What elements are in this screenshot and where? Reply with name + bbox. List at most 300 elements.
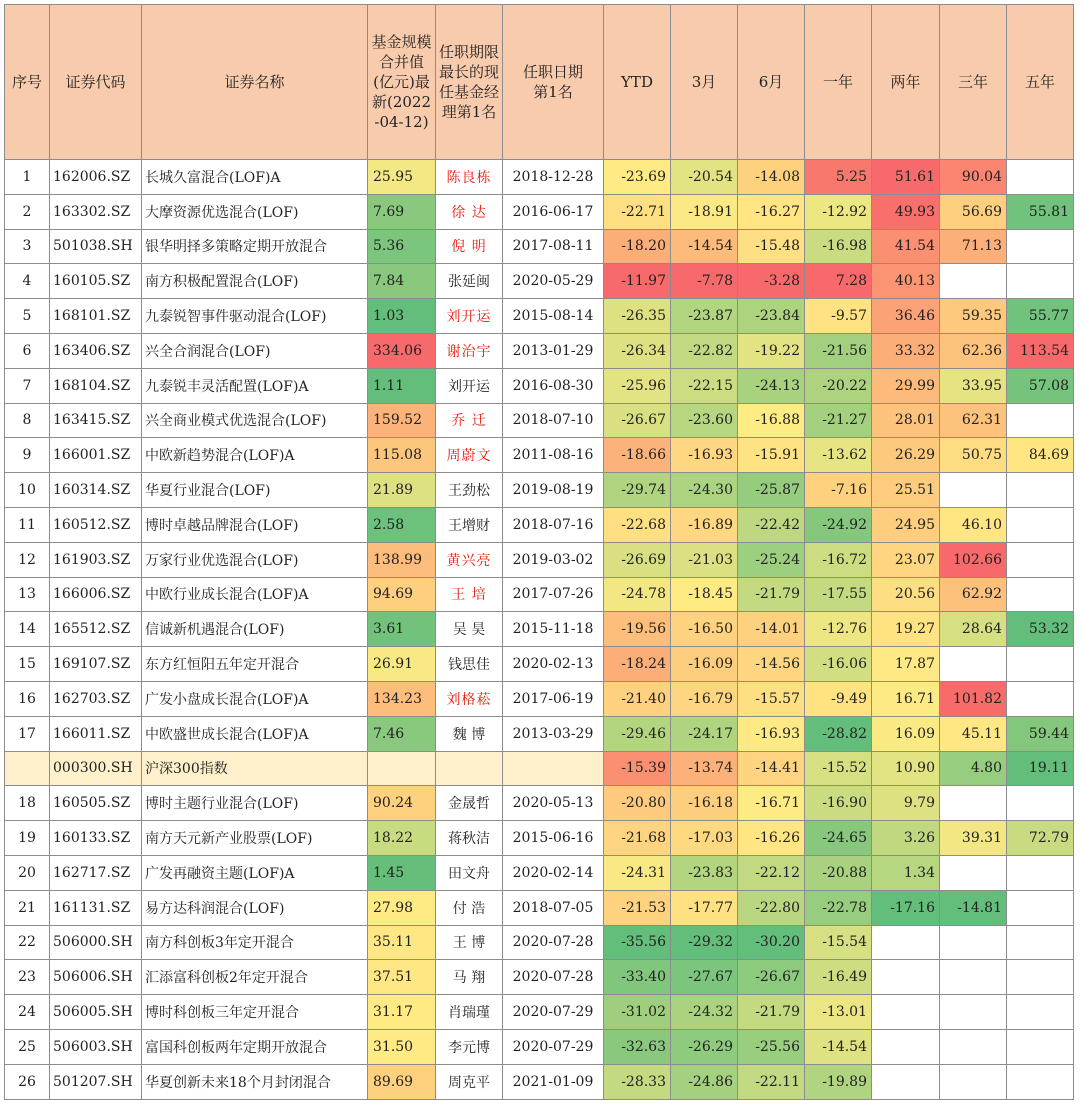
return-6m-cell: -22.11 — [738, 1064, 805, 1099]
return-2y-cell: 26.29 — [872, 438, 940, 473]
return-1y-cell: -24.92 — [805, 507, 872, 542]
header-cell: 任职日期第1名 — [503, 5, 604, 160]
header-cell: 三年 — [940, 5, 1007, 160]
table-row — [5, 403, 1074, 438]
return-ytd-cell: -19.56 — [604, 612, 671, 647]
return-6m-cell: -15.57 — [738, 681, 805, 716]
security-code-cell: 506003.SH — [50, 1029, 142, 1064]
return-3m-cell: -16.93 — [671, 438, 738, 473]
start-date-cell: 2011-08-16 — [503, 438, 604, 473]
return-1y-cell: -9.57 — [805, 299, 872, 334]
row-number-cell: 7 — [5, 368, 50, 403]
return-1y-cell: -12.92 — [805, 194, 872, 229]
security-name-cell: 沪深300指数 — [142, 751, 368, 786]
fund-scale-cell: 31.17 — [368, 995, 436, 1030]
row-number-cell: 5 — [5, 299, 50, 334]
header-cell: 3月 — [671, 5, 738, 160]
return-6m-cell: -16.26 — [738, 821, 805, 856]
return-6m-cell: -14.01 — [738, 612, 805, 647]
fund-scale-cell: 1.11 — [368, 368, 436, 403]
row-number-cell: 6 — [5, 333, 50, 368]
start-date-cell: 2020-05-13 — [503, 786, 604, 821]
return-3m-cell: -7.78 — [671, 264, 738, 299]
return-5y-cell: 113.54 — [1007, 333, 1074, 368]
manager-name-cell: 王增财 — [436, 507, 503, 542]
start-date-cell: 2015-08-14 — [503, 299, 604, 334]
return-ytd-cell: -26.34 — [604, 333, 671, 368]
start-date-cell: 2017-08-11 — [503, 229, 604, 264]
security-code-cell: 165512.SZ — [50, 612, 142, 647]
return-ytd-cell: -22.68 — [604, 507, 671, 542]
return-1y-cell: 5.25 — [805, 160, 872, 195]
return-3y-cell: 39.31 — [940, 821, 1007, 856]
start-date-cell: 2013-03-29 — [503, 716, 604, 751]
table-row — [5, 681, 1074, 716]
return-2y-cell: -17.16 — [872, 890, 940, 925]
table-row — [5, 960, 1074, 995]
header-row — [5, 5, 1074, 160]
table-row — [5, 577, 1074, 612]
fund-scale-cell: 5.36 — [368, 229, 436, 264]
return-3m-cell: -21.03 — [671, 542, 738, 577]
manager-name-cell: 付 浩 — [436, 890, 503, 925]
return-5y-cell — [1007, 925, 1074, 960]
table-row — [5, 473, 1074, 508]
table-row — [5, 925, 1074, 960]
return-ytd-cell: -18.20 — [604, 229, 671, 264]
return-5y-cell — [1007, 890, 1074, 925]
header-cell: 一年 — [805, 5, 872, 160]
return-6m-cell: -15.48 — [738, 229, 805, 264]
return-ytd-cell: -20.80 — [604, 786, 671, 821]
return-6m-cell: -21.79 — [738, 577, 805, 612]
return-ytd-cell: -22.71 — [604, 194, 671, 229]
return-5y-cell — [1007, 229, 1074, 264]
return-3y-cell — [940, 960, 1007, 995]
return-3m-cell: -24.32 — [671, 995, 738, 1030]
return-3m-cell: -24.17 — [671, 716, 738, 751]
fund-scale-cell — [368, 751, 436, 786]
security-code-cell: 000300.SH — [50, 751, 142, 786]
return-6m-cell: -14.41 — [738, 751, 805, 786]
security-code-cell: 161131.SZ — [50, 890, 142, 925]
return-2y-cell: 16.71 — [872, 681, 940, 716]
table-row — [5, 786, 1074, 821]
fund-scale-cell: 1.45 — [368, 855, 436, 890]
security-code-cell: 166006.SZ — [50, 577, 142, 612]
return-1y-cell: -16.49 — [805, 960, 872, 995]
security-code-cell: 160505.SZ — [50, 786, 142, 821]
fund-scale-cell: 159.52 — [368, 403, 436, 438]
return-3y-cell — [940, 647, 1007, 682]
return-3y-cell: 56.69 — [940, 194, 1007, 229]
table-row — [5, 194, 1074, 229]
return-2y-cell: 23.07 — [872, 542, 940, 577]
return-3m-cell: -16.89 — [671, 507, 738, 542]
return-6m-cell: -25.56 — [738, 1029, 805, 1064]
return-ytd-cell: -23.69 — [604, 160, 671, 195]
return-6m-cell: -16.27 — [738, 194, 805, 229]
return-2y-cell: 25.51 — [872, 473, 940, 508]
fund-scale-cell: 334.06 — [368, 333, 436, 368]
return-5y-cell — [1007, 995, 1074, 1030]
security-name-cell: 九泰锐丰灵活配置(LOF)A — [142, 368, 368, 403]
return-ytd-cell: -26.69 — [604, 542, 671, 577]
table-row — [5, 716, 1074, 751]
security-name-cell: 大摩资源优选混合(LOF) — [142, 194, 368, 229]
table-row — [5, 507, 1074, 542]
return-5y-cell — [1007, 1064, 1074, 1099]
manager-name-cell: 金晟哲 — [436, 786, 503, 821]
return-1y-cell: -28.82 — [805, 716, 872, 751]
return-1y-cell: -7.16 — [805, 473, 872, 508]
row-number-cell: 1 — [5, 160, 50, 195]
table-row — [5, 1029, 1074, 1064]
manager-name-cell: 肖瑞瑾 — [436, 995, 503, 1030]
return-6m-cell: -30.20 — [738, 925, 805, 960]
return-5y-cell: 53.32 — [1007, 612, 1074, 647]
return-2y-cell: 19.27 — [872, 612, 940, 647]
return-2y-cell: 28.01 — [872, 403, 940, 438]
return-ytd-cell: -28.33 — [604, 1064, 671, 1099]
return-3y-cell — [940, 1029, 1007, 1064]
return-5y-cell — [1007, 542, 1074, 577]
start-date-cell: 2015-06-16 — [503, 821, 604, 856]
return-2y-cell: 16.09 — [872, 716, 940, 751]
manager-name-cell: 王劲松 — [436, 473, 503, 508]
security-name-cell: 东方红恒阳五年定开混合 — [142, 647, 368, 682]
table-row — [5, 542, 1074, 577]
security-name-cell: 博时主题行业混合(LOF) — [142, 786, 368, 821]
manager-name-cell: 钱思佳 — [436, 647, 503, 682]
return-3y-cell: 45.11 — [940, 716, 1007, 751]
return-5y-cell — [1007, 960, 1074, 995]
return-3m-cell: -22.15 — [671, 368, 738, 403]
return-1y-cell: -21.27 — [805, 403, 872, 438]
return-2y-cell: 20.56 — [872, 577, 940, 612]
row-number-cell: 3 — [5, 229, 50, 264]
return-3y-cell — [940, 995, 1007, 1030]
security-code-cell: 163302.SZ — [50, 194, 142, 229]
return-ytd-cell: -29.74 — [604, 473, 671, 508]
return-ytd-cell: -31.02 — [604, 995, 671, 1030]
row-number-cell: 20 — [5, 855, 50, 890]
table-row — [5, 299, 1074, 334]
return-1y-cell: -16.06 — [805, 647, 872, 682]
manager-name-cell — [436, 751, 503, 786]
table-row — [5, 1064, 1074, 1099]
return-3y-cell: 59.35 — [940, 299, 1007, 334]
return-1y-cell: -16.90 — [805, 786, 872, 821]
return-ytd-cell: -32.63 — [604, 1029, 671, 1064]
security-name-cell: 广发小盘成长混合(LOF)A — [142, 681, 368, 716]
table-row — [5, 890, 1074, 925]
return-3m-cell: -24.86 — [671, 1064, 738, 1099]
start-date-cell: 2019-08-19 — [503, 473, 604, 508]
security-name-cell: 南方积极配置混合(LOF) — [142, 264, 368, 299]
return-2y-cell — [872, 1029, 940, 1064]
start-date-cell: 2016-06-17 — [503, 194, 604, 229]
start-date-cell: 2018-07-05 — [503, 890, 604, 925]
fund-scale-cell: 7.46 — [368, 716, 436, 751]
return-5y-cell — [1007, 1029, 1074, 1064]
security-name-cell: 富国科创板两年定期开放混合 — [142, 1029, 368, 1064]
return-5y-cell: 19.11 — [1007, 751, 1074, 786]
return-5y-cell: 55.77 — [1007, 299, 1074, 334]
security-code-cell: 162006.SZ — [50, 160, 142, 195]
return-1y-cell: -24.65 — [805, 821, 872, 856]
return-3y-cell: 50.75 — [940, 438, 1007, 473]
start-date-cell: 2015-11-18 — [503, 612, 604, 647]
return-5y-cell — [1007, 507, 1074, 542]
row-number-cell: 17 — [5, 716, 50, 751]
fund-scale-cell: 35.11 — [368, 925, 436, 960]
security-name-cell: 易方达科润混合(LOF) — [142, 890, 368, 925]
security-name-cell: 兴全合润混合(LOF) — [142, 333, 368, 368]
return-3m-cell: -18.91 — [671, 194, 738, 229]
return-6m-cell: -16.93 — [738, 716, 805, 751]
return-2y-cell: 29.99 — [872, 368, 940, 403]
return-3y-cell: 71.13 — [940, 229, 1007, 264]
security-name-cell: 银华明择多策略定期开放混合 — [142, 229, 368, 264]
return-ytd-cell: -18.66 — [604, 438, 671, 473]
return-6m-cell: -25.87 — [738, 473, 805, 508]
return-1y-cell: -9.49 — [805, 681, 872, 716]
return-6m-cell: -25.24 — [738, 542, 805, 577]
return-1y-cell: -19.89 — [805, 1064, 872, 1099]
fund-scale-cell: 1.03 — [368, 299, 436, 334]
return-2y-cell — [872, 960, 940, 995]
return-6m-cell: -22.80 — [738, 890, 805, 925]
return-6m-cell: -3.28 — [738, 264, 805, 299]
security-name-cell: 华夏创新未来18个月封闭混合 — [142, 1064, 368, 1099]
return-2y-cell: 10.90 — [872, 751, 940, 786]
header-cell: 序号 — [5, 5, 50, 160]
return-3y-cell — [940, 473, 1007, 508]
header-cell: 任职期限最长的现任基金经理第1名 — [436, 5, 503, 160]
manager-name-cell: 李元博 — [436, 1029, 503, 1064]
table-row — [5, 264, 1074, 299]
manager-name-cell: 乔 迁 — [436, 403, 503, 438]
manager-name-cell: 张延闽 — [436, 264, 503, 299]
benchmark-row — [5, 751, 1074, 786]
fund-scale-cell: 31.50 — [368, 1029, 436, 1064]
security-name-cell: 博时科创板三年定开混合 — [142, 995, 368, 1030]
manager-name-cell: 周克平 — [436, 1064, 503, 1099]
manager-name-cell: 田文舟 — [436, 855, 503, 890]
return-5y-cell: 72.79 — [1007, 821, 1074, 856]
return-ytd-cell: -26.35 — [604, 299, 671, 334]
security-name-cell: 中欧盛世成长混合(LOF)A — [142, 716, 368, 751]
return-1y-cell: -15.52 — [805, 751, 872, 786]
start-date-cell: 2020-07-28 — [503, 960, 604, 995]
return-2y-cell: 1.34 — [872, 855, 940, 890]
row-number-cell — [5, 751, 50, 786]
manager-name-cell: 王 培 — [436, 577, 503, 612]
return-ytd-cell: -18.24 — [604, 647, 671, 682]
row-number-cell: 16 — [5, 681, 50, 716]
return-3y-cell — [940, 264, 1007, 299]
return-5y-cell — [1007, 647, 1074, 682]
row-number-cell: 15 — [5, 647, 50, 682]
return-6m-cell: -19.22 — [738, 333, 805, 368]
return-3y-cell: 62.36 — [940, 333, 1007, 368]
return-5y-cell: 57.08 — [1007, 368, 1074, 403]
manager-name-cell: 倪 明 — [436, 229, 503, 264]
return-ytd-cell: -21.40 — [604, 681, 671, 716]
return-3y-cell: 28.64 — [940, 612, 1007, 647]
return-6m-cell: -23.84 — [738, 299, 805, 334]
start-date-cell — [503, 751, 604, 786]
row-number-cell: 9 — [5, 438, 50, 473]
manager-name-cell: 刘开运 — [436, 299, 503, 334]
return-3m-cell: -13.74 — [671, 751, 738, 786]
security-name-cell: 南方科创板3年定开混合 — [142, 925, 368, 960]
return-1y-cell: -21.56 — [805, 333, 872, 368]
return-3m-cell: -16.50 — [671, 612, 738, 647]
security-name-cell: 中欧行业成长混合(LOF)A — [142, 577, 368, 612]
return-3m-cell: -23.60 — [671, 403, 738, 438]
return-3m-cell: -23.87 — [671, 299, 738, 334]
header-cell: 证券代码 — [50, 5, 142, 160]
row-number-cell: 13 — [5, 577, 50, 612]
return-6m-cell: -26.67 — [738, 960, 805, 995]
return-2y-cell: 33.32 — [872, 333, 940, 368]
security-code-cell: 501038.SH — [50, 229, 142, 264]
manager-name-cell: 吴 昊 — [436, 612, 503, 647]
return-2y-cell: 40.13 — [872, 264, 940, 299]
return-1y-cell: -22.78 — [805, 890, 872, 925]
return-3m-cell: -16.18 — [671, 786, 738, 821]
table-row — [5, 855, 1074, 890]
start-date-cell: 2017-07-26 — [503, 577, 604, 612]
return-1y-cell: -16.98 — [805, 229, 872, 264]
return-ytd-cell: -25.96 — [604, 368, 671, 403]
security-code-cell: 160133.SZ — [50, 821, 142, 856]
row-number-cell: 19 — [5, 821, 50, 856]
return-3y-cell: 46.10 — [940, 507, 1007, 542]
fund-scale-cell: 94.69 — [368, 577, 436, 612]
security-name-cell: 兴全商业模式优选混合(LOF) — [142, 403, 368, 438]
fund-scale-cell: 18.22 — [368, 821, 436, 856]
manager-name-cell: 刘格菘 — [436, 681, 503, 716]
return-ytd-cell: -15.39 — [604, 751, 671, 786]
return-3m-cell: -16.79 — [671, 681, 738, 716]
fund-performance-table — [4, 4, 1074, 1100]
return-2y-cell: 9.79 — [872, 786, 940, 821]
manager-name-cell: 马 翔 — [436, 960, 503, 995]
start-date-cell: 2017-06-19 — [503, 681, 604, 716]
return-1y-cell: -12.76 — [805, 612, 872, 647]
security-code-cell: 160314.SZ — [50, 473, 142, 508]
start-date-cell: 2020-02-13 — [503, 647, 604, 682]
manager-name-cell: 徐 达 — [436, 194, 503, 229]
return-3m-cell: -17.77 — [671, 890, 738, 925]
return-1y-cell: -13.01 — [805, 995, 872, 1030]
start-date-cell: 2020-07-29 — [503, 1029, 604, 1064]
return-3y-cell: 62.92 — [940, 577, 1007, 612]
table-row — [5, 368, 1074, 403]
security-name-cell: 中欧新趋势混合(LOF)A — [142, 438, 368, 473]
return-2y-cell — [872, 1064, 940, 1099]
return-ytd-cell: -21.53 — [604, 890, 671, 925]
start-date-cell: 2016-08-30 — [503, 368, 604, 403]
return-3m-cell: -29.32 — [671, 925, 738, 960]
return-3m-cell: -23.83 — [671, 855, 738, 890]
table-row — [5, 612, 1074, 647]
fund-scale-cell: 27.98 — [368, 890, 436, 925]
manager-name-cell: 刘开运 — [436, 368, 503, 403]
return-5y-cell — [1007, 160, 1074, 195]
table-row — [5, 438, 1074, 473]
fund-scale-cell: 26.91 — [368, 647, 436, 682]
security-code-cell: 168101.SZ — [50, 299, 142, 334]
return-5y-cell — [1007, 855, 1074, 890]
return-2y-cell: 17.87 — [872, 647, 940, 682]
return-6m-cell: -24.13 — [738, 368, 805, 403]
return-3y-cell: -14.81 — [940, 890, 1007, 925]
return-ytd-cell: -35.56 — [604, 925, 671, 960]
return-3m-cell: -14.54 — [671, 229, 738, 264]
table-row — [5, 821, 1074, 856]
header-cell: 6月 — [738, 5, 805, 160]
return-1y-cell: -20.88 — [805, 855, 872, 890]
return-1y-cell: -20.22 — [805, 368, 872, 403]
return-6m-cell: -22.12 — [738, 855, 805, 890]
return-5y-cell: 84.69 — [1007, 438, 1074, 473]
return-6m-cell: -14.56 — [738, 647, 805, 682]
start-date-cell: 2018-12-28 — [503, 160, 604, 195]
return-3m-cell: -22.82 — [671, 333, 738, 368]
return-1y-cell: -15.54 — [805, 925, 872, 960]
return-6m-cell: -21.79 — [738, 995, 805, 1030]
header-cell: 两年 — [872, 5, 940, 160]
return-3y-cell: 102.66 — [940, 542, 1007, 577]
return-1y-cell: -14.54 — [805, 1029, 872, 1064]
start-date-cell: 2018-07-10 — [503, 403, 604, 438]
security-code-cell: 506000.SH — [50, 925, 142, 960]
table-row — [5, 160, 1074, 195]
security-name-cell: 九泰锐智事件驱动混合(LOF) — [142, 299, 368, 334]
row-number-cell: 21 — [5, 890, 50, 925]
return-5y-cell — [1007, 577, 1074, 612]
return-5y-cell: 55.81 — [1007, 194, 1074, 229]
return-2y-cell — [872, 995, 940, 1030]
security-code-cell: 169107.SZ — [50, 647, 142, 682]
security-code-cell: 168104.SZ — [50, 368, 142, 403]
return-5y-cell — [1007, 786, 1074, 821]
table-row — [5, 995, 1074, 1030]
start-date-cell: 2019-03-02 — [503, 542, 604, 577]
start-date-cell: 2018-07-16 — [503, 507, 604, 542]
fund-scale-cell: 134.23 — [368, 681, 436, 716]
return-6m-cell: -16.88 — [738, 403, 805, 438]
return-3m-cell: -16.09 — [671, 647, 738, 682]
start-date-cell: 2020-02-14 — [503, 855, 604, 890]
fund-scale-cell: 25.95 — [368, 160, 436, 195]
row-number-cell: 26 — [5, 1064, 50, 1099]
return-6m-cell: -16.71 — [738, 786, 805, 821]
return-1y-cell: -13.62 — [805, 438, 872, 473]
security-name-cell: 万家行业优选混合(LOF) — [142, 542, 368, 577]
return-3y-cell — [940, 1064, 1007, 1099]
security-code-cell: 163406.SZ — [50, 333, 142, 368]
row-number-cell: 8 — [5, 403, 50, 438]
security-code-cell: 162717.SZ — [50, 855, 142, 890]
return-3y-cell — [940, 925, 1007, 960]
start-date-cell: 2021-01-09 — [503, 1064, 604, 1099]
header-cell: 基金规模合并值(亿元)最新(2022-04-12) — [368, 5, 436, 160]
